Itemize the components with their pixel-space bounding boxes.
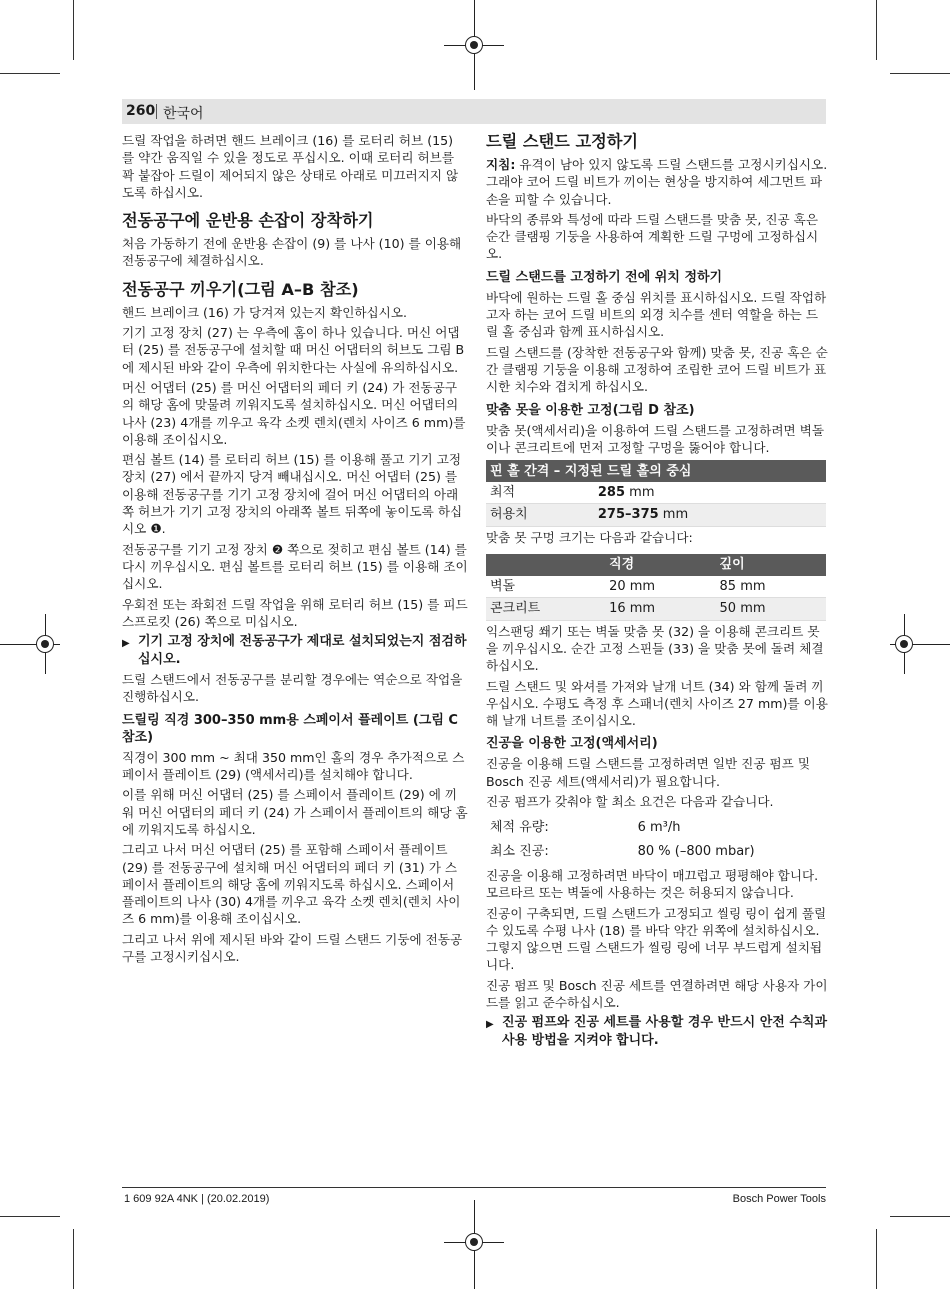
paragraph: 드릴 작업을 하려면 핸드 브레이크 (16) 를 로터리 허브 (15) 를 약간 움직일 수 있을 정도로 푸십시오. 이때 로터리 허브를 꽉 붙잡아 드릴이 제어되지 않은 상태로 아래로 미끄러지지 않도록 하십시오. [122,133,459,200]
paragraph: 기기 고정 장치 (27) 는 우측에 홈이 하나 있습니다. 머신 어댑터 (25) 를 전동공구에 설치할 때 머신 어댑터의 허브도 그림 B 에 제시된 바와 같이 우측에 위치한다는 사실에 유의하십시오. [122,325,465,375]
paragraph: 처음 가동하기 전에 운반용 손잡이 (9) 를 나사 (10) 를 이용해 전동공구에 체결하십시오. [122,236,462,269]
note-label: 지침: [486,157,516,172]
dowel-hole-size-table [486,554,826,621]
paragraph: 진공 펌프가 갖춰야 할 최소 요건은 다음과 같습니다. [486,794,774,810]
paragraph: 맞춤 못 구멍 크기는 다음과 같습니다: [486,529,693,545]
table-header-row [486,554,826,576]
right-column [486,132,828,1052]
subsection-heading: 맞춤 못을 이용한 고정(그림 D 참조) [486,402,695,418]
crop-mark [890,73,950,74]
paragraph: 핸드 브레이크 (16) 가 당겨져 있는지 확인하십시오. [122,304,408,320]
note-text: 유격이 남아 있지 않도록 드릴 스탠드를 고정시키십시오. 그래야 코어 드릴 비트가 끼이는 현상을 방지하여 세그먼트 파손을 피할 수 있습니다. [486,157,828,207]
table-cell: 벽돌 [486,576,605,598]
registration-mark-icon [36,635,54,653]
table-cell: 체적 유량: [490,820,549,836]
bullet-text: 기기 고정 장치에 전동공구가 제대로 설치되었는지 점검하십시오. [138,634,467,667]
table-row [486,482,826,504]
subsection-heading: 드릴 스탠드를 고정하기 전에 위치 정하기 [486,269,723,285]
table-row [486,816,826,839]
vacuum-requirements-table [486,816,826,863]
paragraph: 진공을 이용해 고정하려면 바닥이 매끄럽고 평평해야 합니다. 모르타르 또는 벽돌에 사용하는 것은 허용되지 않습니다. [486,867,819,901]
subsection-heading: 진공을 이용한 고정(액세서리) [486,736,658,752]
table-cell: 콘크리트 [486,598,605,620]
section-heading: 전동공구에 운반용 손잡이 장착하기 [122,211,374,231]
crop-mark [876,1229,877,1289]
crop-mark [876,0,877,60]
header-divider [156,104,157,119]
registration-mark-icon [895,635,913,653]
table-row [486,598,826,620]
registration-mark-icon [465,36,483,54]
crop-mark [890,1216,950,1217]
registration-mark-icon [465,1233,483,1251]
pin-hole-spacing-table [486,460,826,527]
triangle-bullet-icon: ▶ [486,1019,494,1031]
table-cell: 최적 [486,482,594,504]
left-column [122,132,468,968]
brand-footer: Bosch Power Tools [732,1193,826,1205]
page-header [122,99,826,124]
paragraph: 드릴 스탠드 및 와셔를 가져와 날개 너트 (34) 와 함께 돌려 끼우십시오. 수평도 측정 후 스패너(렌치 사이즈 27 mm)를 이용해 날개 너트를 조이십시오. [486,678,828,729]
table-cell: 275–375 mm [594,504,826,526]
section-heading: 드릴 스탠드 고정하기 [486,132,639,151]
warning-bullet [486,1014,828,1049]
table-cell: 허용치 [486,504,594,526]
table-cell: 80 % (–800 mbar) [637,843,755,859]
warning-bullet [122,633,468,668]
subsection-heading: 드릴링 직경 300–350 mm용 스페이서 플레이트 (그림 C 참조) [122,712,458,745]
table-cell: 최소 진공: [490,843,549,859]
page-number: 260 [126,103,156,119]
table-cell: 85 mm [716,576,826,598]
table-header [486,554,605,576]
footer-divider [122,1187,826,1188]
paragraph: 바닥의 종류와 특성에 따라 드릴 스탠드를 맞춤 못, 진공 혹은 순간 클램핑 기둥을 사용하여 계획한 드릴 구멍에 고정하십시오. [486,211,819,262]
paragraph: 그리고 나서 위에 제시된 바와 같이 드릴 스탠드 기둥에 전동공구를 고정시키십시오. [122,931,463,964]
table-cell: 6 m³/h [637,820,681,836]
paragraph: 전동공구를 기기 고정 장치 ❷ 쪽으로 젖히고 편심 볼트 (14) 를 다시 끼우십시오. 편심 볼트를 로터리 허브 (15) 를 이용해 조이십시오. [122,541,468,592]
paragraph: 맞춤 못(액세서리)을 이용하여 드릴 스탠드를 고정하려면 벽돌이나 콘크리트에 먼저 고정할 구멍을 뚫어야 합니다. [486,422,824,455]
table-row [486,504,826,526]
paragraph: 우회전 또는 좌회전 드릴 작업을 위해 로터리 허브 (15) 를 피드 스프로킷 (26) 쪽으로 미십시오. [122,596,468,629]
note-paragraph [486,156,828,208]
crop-mark [0,73,60,74]
paragraph: 이를 위해 머신 어댑터 (25) 를 스페이서 플레이트 (29) 에 끼워 머신 어댑터의 페더 키 (24) 가 스페이서 플레이트의 해당 홈에 끼워지도록 하십시오. [122,787,468,837]
paragraph: 진공을 이용해 드릴 스탠드를 고정하려면 일반 진공 펌프 및 Bosch 진공 세트(액세서리)가 필요합니다. [486,756,810,789]
document-code: 1 609 92A 4NK | (20.02.2019) [124,1193,270,1205]
paragraph: 드릴 스탠드를 (장착한 전동공구와 함께) 맞춤 못, 진공 혹은 순간 클램핑 기둥을 이용해 고정하여 조립한 코어 드릴 비트가 표시한 치수와 겹치게 하십시오. [486,344,828,395]
table-header: 깊이 [716,554,826,576]
triangle-bullet-icon: ▶ [122,638,130,650]
crop-mark [73,1229,74,1289]
table-row [486,576,826,598]
paragraph: 머신 어댑터 (25) 를 머신 어댑터의 페더 키 (24) 가 전동공구의 해당 홈에 맞물려 끼워지도록 설치하십시오. 머신 어댑터의 나사 (23) 4개를 끼우고 육각 소켓 렌치(렌치 사이즈 6 mm)를 이용해 조이십시오. [122,379,466,447]
paragraph: 편심 볼트 (14) 를 로터리 허브 (15) 를 이용해 풀고 기기 고정 장치 (27) 에서 끝까지 당겨 빼내십시오. 머신 어댑터 (25) 를 이용해 전동공구를 기기 고정 장치에 걸어 머신 어댑터의 아래쪽 허브가 기기 고정 장치의 아래쪽 볼트 뒤쪽에 놓이도록 하십시오 ❶. [122,452,463,537]
table-row [486,840,826,863]
table-header: 직경 [605,554,715,576]
paragraph: 익스팬딩 쐐기 또는 벽돌 맞춤 못 (32) 을 이용해 콘크리트 못을 끼우십시오. 순간 고정 스핀들 (33) 을 맞춤 못에 돌려 체결하십시오. [486,623,824,674]
table-title: 핀 홀 간격 – 지정된 드릴 홀의 중심 [486,460,826,482]
paragraph: 그리고 나서 머신 어댑터 (25) 를 포함해 스페이서 플레이트 (29) 를 전동공구에 설치해 머신 어댑터의 페더 키 (31) 가 스페이서 플레이트의 해당 홈에 끼워지도록 하십시오. 스페이서 플레이트의 나사 (30) 4개를 끼우고 육각 소켓 렌치(렌치 사이즈 6 mm)를 이용해 조이십시오. [122,842,461,927]
language-label: 한국어 [163,106,204,122]
crop-mark [73,0,74,60]
paragraph: 바닥에 원하는 드릴 홀 중심 위치를 표시하십시오. 드릴 작업하고자 하는 코어 드릴 비트의 외경 치수를 센터 역할을 하는 드릴 홀 중심과 함께 표시하십시오. [486,289,827,340]
paragraph: 직경이 300 mm ~ 최대 350 mm인 홀의 경우 추가적으로 스페이서 플레이트 (29) (액세서리)를 설치해야 합니다. [122,749,465,783]
section-heading: 전동공구 끼우기(그림 A–B 참조) [122,279,359,299]
bullet-text: 진공 펌프와 진공 세트를 사용할 경우 반드시 안전 수칙과 사용 방법을 지켜야 합니다. [502,1015,828,1048]
paragraph: 드릴 스탠드에서 전동공구를 분리할 경우에는 역순으로 작업을 진행하십시오. [122,672,463,705]
table-cell: 50 mm [716,598,826,620]
table-cell: 16 mm [605,598,715,620]
crop-mark [0,1216,60,1217]
table-cell: 285 mm [594,482,826,504]
paragraph: 진공 펌프 및 Bosch 진공 세트를 연결하려면 해당 사용자 가이드를 읽고 준수하십시오. [486,977,828,1010]
table-cell: 20 mm [605,576,715,598]
paragraph: 진공이 구축되면, 드릴 스탠드가 고정되고 씰링 링이 쉽게 풀릴 수 있도록 수평 나사 (18) 를 바닥 약간 위쪽에 설치하십시오. 그렇지 않으면 드릴 스탠드가 씰링 링에 너무 부드럽게 설치됩니다. [486,905,827,973]
